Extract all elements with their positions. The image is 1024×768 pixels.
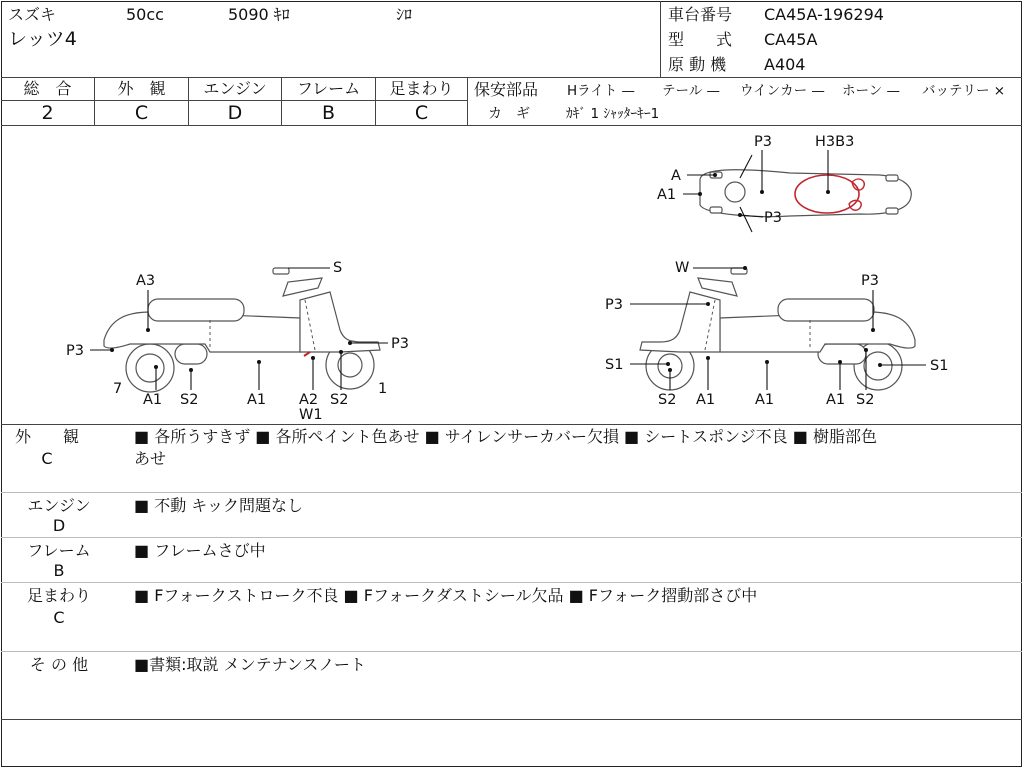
displacement: 50cc <box>126 5 164 24</box>
grade-engine: D <box>227 102 243 124</box>
remark-label-exterior: 外 観 <box>14 427 79 446</box>
grade-suspension: C <box>414 102 429 124</box>
left-label: S2 <box>330 392 349 408</box>
divider <box>1 719 1022 720</box>
top-label: H3B3 <box>815 134 855 150</box>
top-label: P3 <box>764 210 782 226</box>
mileage: 5090 ｷﾛ <box>228 5 290 24</box>
grade-label-overall: 総 合 <box>23 79 72 98</box>
remark-label-suspension: 足まわり <box>26 586 91 605</box>
grade-label-engine: エンジン <box>203 79 267 98</box>
safety-item-horn: ホーン — <box>842 83 901 99</box>
remark-text-engine: ■ 不動 キック問題なし <box>134 496 303 515</box>
divider <box>1 492 1022 493</box>
safety-label: 保安部品 <box>474 80 539 99</box>
right-label: A1 <box>826 392 846 408</box>
divider <box>1 77 1022 78</box>
grade-overall: 2 <box>41 102 54 124</box>
remark-text-suspension: ■ Fフォークストローク不良 ■ Fフォークダストシール欠品 ■ Fフォーク摺動部さび中 <box>134 586 758 605</box>
remark-text-other: ■書類:取説 メンテナンスノート <box>134 655 366 674</box>
right-label: A1 <box>755 392 775 408</box>
vehicle-color: ｼﾛ <box>396 5 413 24</box>
type-label: 型 式 <box>668 30 733 49</box>
grade-label-suspension: 足まわり <box>389 79 454 98</box>
safety-item-winker: ウインカー — <box>740 83 825 99</box>
safety-item-headlight: Hライト — <box>567 83 636 99</box>
right-label: A1 <box>696 392 716 408</box>
remark-text-exterior: ■ 各所うすきず ■ 各所ペイント色あせ ■ サイレンサーカバー欠損 ■ シートスポンジ不良 ■ 樹脂部色 <box>134 427 877 446</box>
remark-label-frame: フレーム <box>27 541 91 560</box>
damage-diagram <box>0 126 1024 424</box>
remark-grade-exterior: C <box>41 449 53 468</box>
left-label: S2 <box>180 392 199 408</box>
left-label: P3 <box>66 343 84 359</box>
divider <box>1 651 1022 652</box>
left-label: 7 <box>113 381 123 397</box>
grade-label-frame: フレーム <box>296 79 361 98</box>
engine-label: 原 動 機 <box>668 55 727 74</box>
remark-grade-engine: D <box>52 516 66 535</box>
top-label: P3 <box>754 134 772 150</box>
divider <box>1 100 467 101</box>
left-label: A1 <box>143 392 163 408</box>
right-label: S2 <box>856 392 875 408</box>
divider <box>1 424 1022 425</box>
remark-label-engine: エンジン <box>27 496 91 515</box>
grade-exterior: C <box>134 102 149 124</box>
engine-value: A404 <box>764 55 806 74</box>
top-label: A1 <box>657 187 677 203</box>
frame-number-label: 車台番号 <box>668 5 733 24</box>
left-label: A1 <box>247 392 267 408</box>
left-label: 1 <box>378 381 388 397</box>
left-label: A2 <box>299 392 319 408</box>
right-label: W <box>675 260 690 276</box>
top-label: A <box>671 168 681 184</box>
remark-grade-suspension: C <box>53 608 65 627</box>
grade-frame: B <box>321 102 336 124</box>
grade-label-exterior: 外 観 <box>117 79 166 98</box>
frame-number: CA45A-196294 <box>764 5 884 24</box>
header-divider <box>660 1 661 77</box>
remark-label-other: そ の 他 <box>29 655 89 674</box>
right-label: P3 <box>605 297 623 313</box>
remark-text-frame: ■ フレームさび中 <box>134 541 266 560</box>
maker: スズキ <box>8 5 57 24</box>
model-name: レッツ4 <box>8 28 77 50</box>
left-label: P3 <box>391 336 409 352</box>
top-view-scooter <box>700 155 911 232</box>
left-label: S <box>333 260 343 276</box>
divider <box>1 537 1022 538</box>
right-label: P3 <box>861 273 879 289</box>
right-label: S2 <box>658 392 677 408</box>
left-label: A3 <box>136 273 156 289</box>
right-label: S1 <box>930 358 949 374</box>
divider <box>467 77 468 125</box>
type-value: CA45A <box>764 30 818 49</box>
key-value: ｶｷﾞ 1 ｼｬｯﾀｰｷｰ1 <box>566 106 660 122</box>
remark-grade-frame: B <box>53 561 65 580</box>
left-label: W1 <box>299 407 323 423</box>
key-label: カ ギ <box>488 106 530 122</box>
right-label: S1 <box>605 357 624 373</box>
remark-text-exterior-cont: あせ <box>134 449 167 468</box>
divider <box>1 582 1022 583</box>
safety-item-battery: バッテリー × <box>922 83 1006 99</box>
safety-item-tail: テール — <box>662 83 721 99</box>
